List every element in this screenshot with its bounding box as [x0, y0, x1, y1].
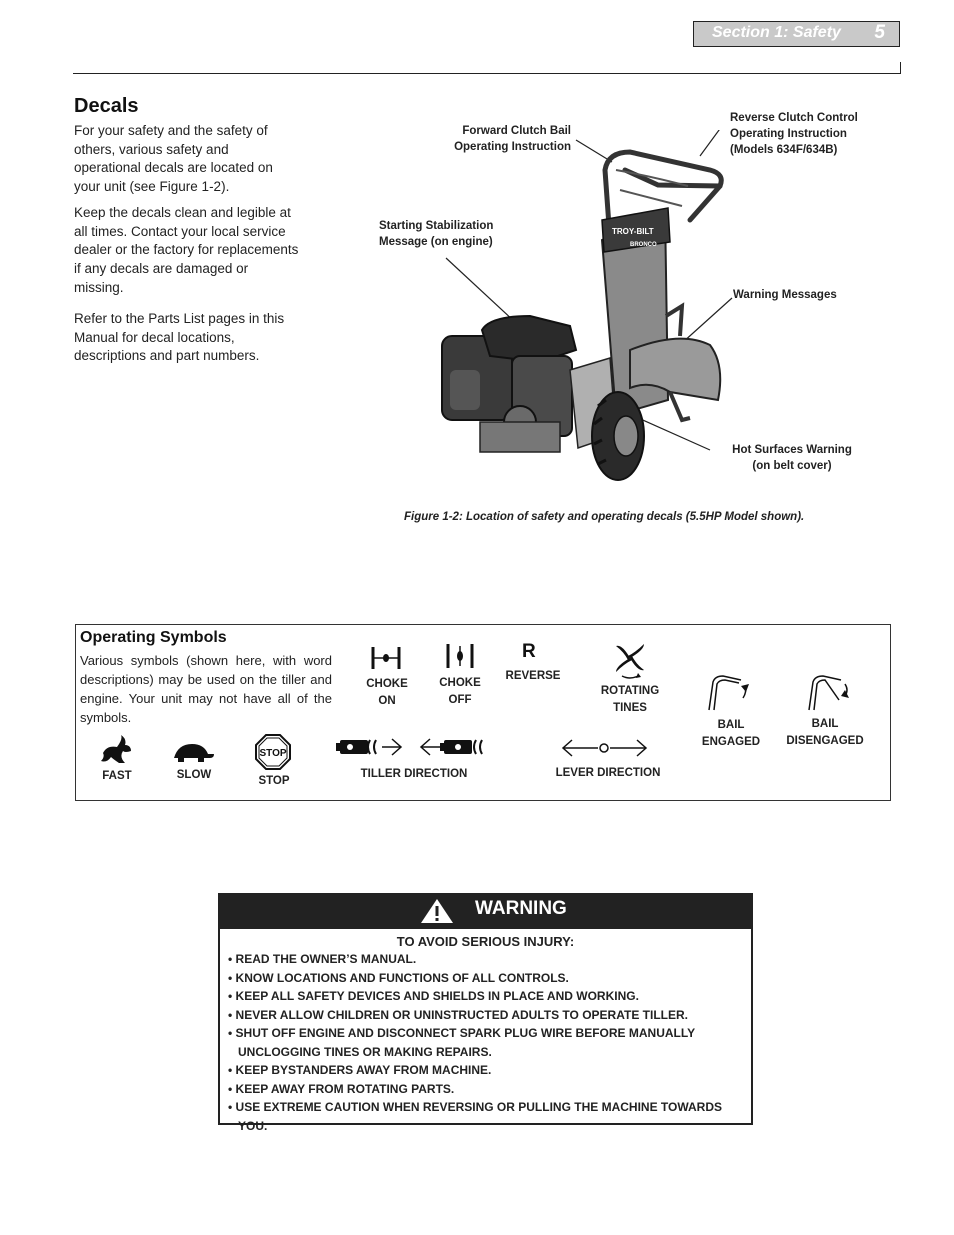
label-forward-clutch: Forward Clutch Bail Operating Instruction: [454, 125, 571, 153]
decals-heading: Decals: [74, 95, 139, 117]
page-number: 5: [874, 22, 885, 43]
warning-item: • KNOW LOCATIONS AND FUNCTIONS OF ALL CONTROLS.: [228, 969, 748, 988]
tiller-model-text: BRONCO: [630, 242, 657, 248]
warning-item: • USE EXTREME CAUTION WHEN REVERSING OR PULLING THE MACHINE TOWARDS YOU.: [228, 1098, 748, 1135]
choke-off-icon: [445, 642, 475, 670]
tiller-direction-label: TILLER DIRECTION: [360, 768, 468, 780]
tiller-direction-icon: [336, 734, 490, 760]
warning-item: • KEEP BYSTANDERS AWAY FROM MACHINE.: [228, 1061, 748, 1080]
warning-item: • KEEP AWAY FROM ROTATING PARTS.: [228, 1080, 748, 1099]
tiller-brand-text: TROY-BILT: [612, 227, 654, 236]
decals-paragraph-2: Keep the decals clean and legible at all times. Contact your local service dealer or the factory for replacements if any decals are damaged or missing.: [74, 205, 299, 295]
bail-disengaged-icon: [805, 672, 853, 712]
warning-item: • READ THE OWNER’S MANUAL.: [228, 950, 748, 969]
label-warning-messages: Warning Messages: [733, 289, 837, 301]
figure-caption: Figure 1-2: Location of safety and operating decals (5.5HP Model shown).: [404, 511, 805, 523]
stop-label: STOP: [258, 775, 290, 787]
decals-paragraph-1: For your safety and the safety of others, various safety and operational decals are located on your unit (see Figure 1-2).: [74, 123, 273, 195]
section-title: Section 1: Safety: [712, 24, 841, 41]
warning-triangle-icon: [420, 898, 454, 924]
header-rule: [73, 73, 901, 74]
choke-off-label: CHOKE OFF: [439, 677, 481, 706]
warning-list: [228, 950, 748, 1135]
turtle-icon: [170, 740, 216, 764]
warning-title: WARNING: [475, 898, 567, 919]
decals-paragraph-3: Refer to the Parts List pages in this Manual for decal locations, descriptions and part numbers.: [74, 311, 285, 364]
rotating-tines-icon: [612, 640, 648, 680]
bail-engaged-label: BAIL ENGAGED: [701, 719, 761, 748]
warning-subtitle: TO AVOID SERIOUS INJURY:: [396, 934, 575, 949]
bail-disengaged-label: BAIL DISENGAGED: [786, 718, 864, 747]
choke-on-label: CHOKE ON: [366, 678, 408, 707]
label-hot-surfaces: Hot Surfaces Warning (on belt cover): [732, 444, 852, 472]
lever-direction-icon: [560, 736, 650, 760]
stop-sign-icon: [254, 733, 292, 771]
warning-item: • KEEP ALL SAFETY DEVICES AND SHIELDS IN PLACE AND WORKING.: [228, 987, 748, 1006]
operating-symbols-title: Operating Symbols: [80, 629, 227, 646]
lever-direction-label: LEVER DIRECTION: [555, 767, 661, 779]
warning-item: • SHUT OFF ENGINE AND DISCONNECT SPARK PLUG WIRE BEFORE MANUALLY UNCLOGGING TINES OR MAKING REPAIRS.: [228, 1024, 748, 1061]
choke-on-icon: [370, 645, 402, 671]
section-tab: [693, 21, 900, 47]
slow-label: SLOW: [176, 769, 212, 781]
bail-engaged-icon: [705, 672, 753, 712]
fast-label: FAST: [102, 770, 132, 782]
label-starting-stabilization: Starting Stabilization Message (on engine): [379, 220, 494, 248]
warning-item: • NEVER ALLOW CHILDREN OR UNINSTRUCTED ADULTS TO OPERATE TILLER.: [228, 1006, 748, 1025]
header-rule-tick: [900, 62, 901, 74]
label-reverse-clutch: Reverse Clutch Control Operating Instruction (Models 634F/634B): [730, 112, 858, 156]
reverse-icon: R: [522, 641, 536, 662]
stop-sign-text: STOP: [259, 748, 287, 759]
reverse-label: REVERSE: [505, 670, 561, 682]
tiller-illustration: [420, 130, 740, 490]
rabbit-icon: [97, 733, 135, 765]
operating-symbols-description: Various symbols (shown here, with word descriptions) may be used on the tiller and engine. Your unit may not have all of the symbols.: [80, 653, 332, 725]
rotating-tines-label: ROTATING TINES: [600, 685, 660, 714]
